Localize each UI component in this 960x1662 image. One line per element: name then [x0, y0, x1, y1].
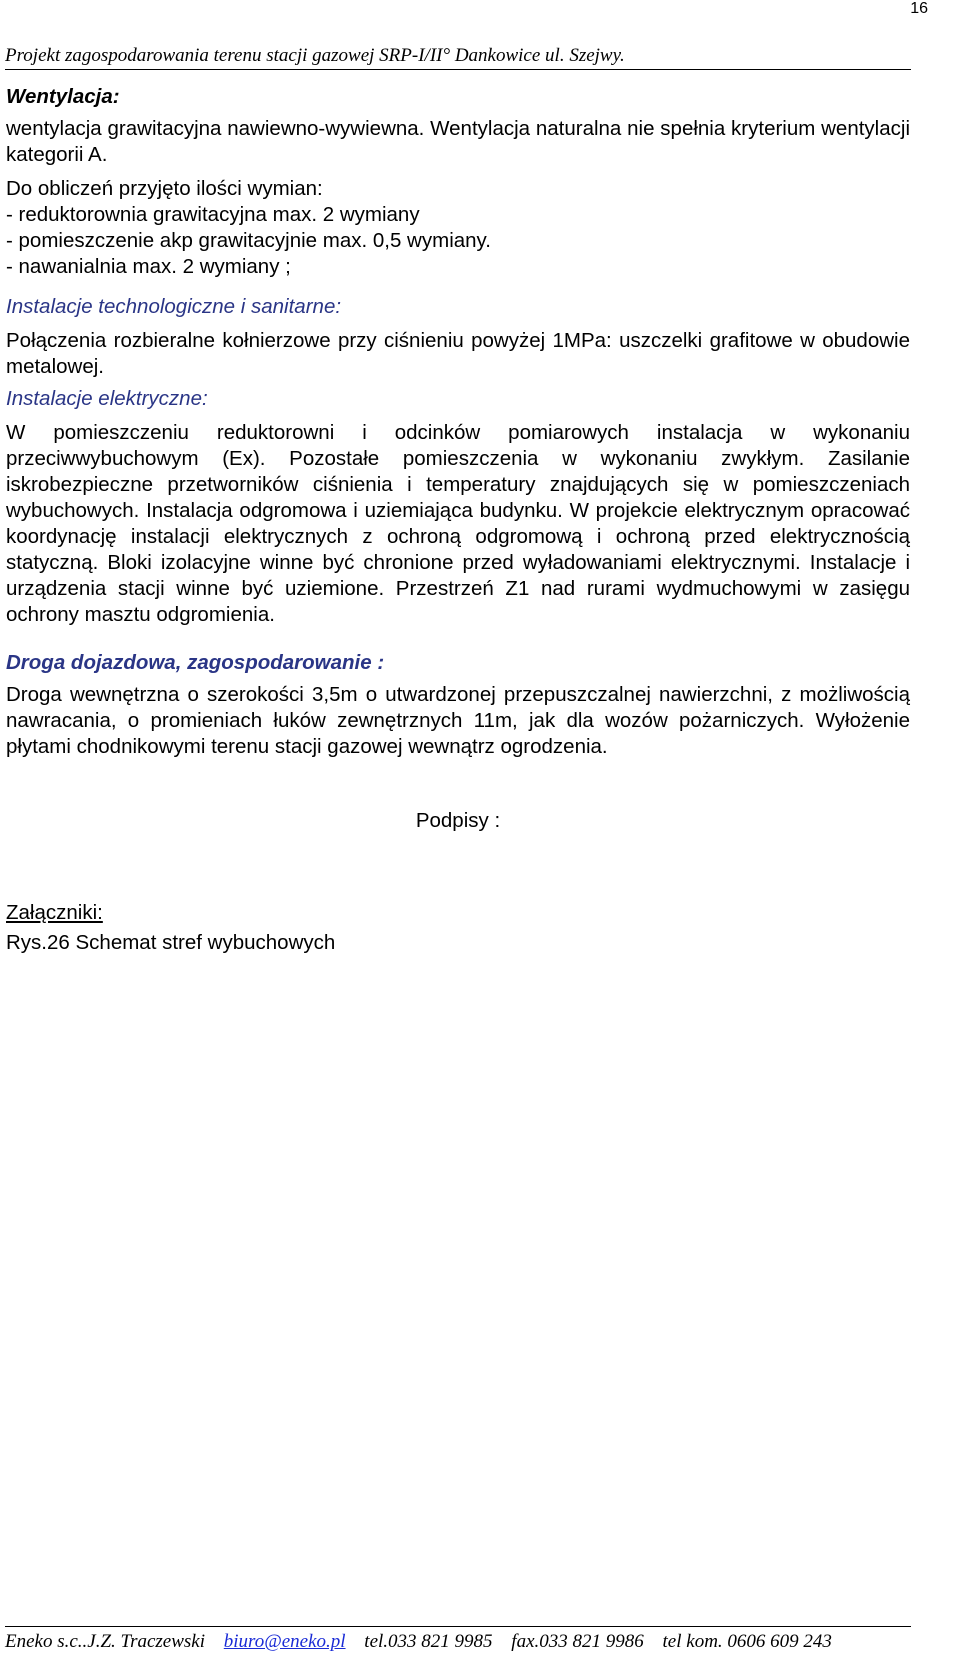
ventilation-paragraph: wentylacja grawitacyjna nawiewno-wywiewna. Wentylacja naturalna nie spełnia kryterium wentylacji kategorii A. — [6, 117, 910, 166]
tech-paragraph: Połączenia rozbieralne kołnierzowe przy ciśnieniu powyżej 1MPa: uszczelki grafitowe w obudowie metalowej. — [6, 329, 910, 378]
attachments-heading: Załączniki: — [6, 901, 103, 924]
ventilation-intro: Do obliczeń przyjęto ilości wymian: — [6, 177, 323, 200]
electrical-paragraph: W pomieszczeniu reduktorowni i odcinków pomiarowych instalacja w wykonaniu przeciwwybuchowym (Ex). Pozostałe pomieszczenia w wykonaniu zwykłym. Zasilanie iskrobezpieczne przetworników ciśnienia i temperatury znajdujących się w pomieszczeniach wybuchowych. Instalacja odgromowa i uziemiająca budynku. W projekcie elektrycznym opracować koordynację instalacji elektrycznych z ochroną odgromową i ochroną przed elektrycznością statyczną. Bloki izolacyjne winne być chronione przed wyładowaniami elektrycznymi. Instalacje i urządzenia stacji winne być uziemione. Przestrzeń Z1 nad rurami wydmuchowymi w zasięgu ochrony masztu odgromienia. — [6, 421, 910, 626]
document-body — [6, 84, 910, 956]
attachment-item: Rys.26 Schemat stref wybuchowych — [6, 931, 336, 954]
ventilation-item: - reduktorownia grawitacyjna max. 2 wymiany — [6, 203, 420, 226]
footer-company: Eneko s.c..J.Z. Traczewski — [5, 1631, 206, 1652]
footer-mobile: tel kom. 0606 609 243 — [662, 1631, 832, 1652]
road-heading: Droga dojazdowa, zagospodarowanie : — [6, 651, 385, 674]
footer-phone: tel.033 821 9985 — [364, 1631, 493, 1652]
page-number: 16 — [910, 0, 928, 17]
ventilation-heading: Wentylacja: — [6, 85, 120, 108]
ventilation-item: - nawanialnia max. 2 wymiany ; — [6, 255, 291, 278]
electrical-heading: Instalacje elektryczne: — [6, 387, 208, 410]
road-paragraph: Droga wewnętrzna o szerokości 3,5m o utwardzonej przepuszczalnej nawierzchni, z możliwością nawracania, o promieniach łuków zewnętrznych 11m, jak dla wozów pożarniczych. Wyłożenie płytami chodnikowymi terenu stacji gazowej wewnątrz ogrodzenia. — [6, 683, 910, 758]
page-footer — [5, 1626, 911, 1654]
footer-email-link[interactable]: biuro@eneko.pl — [223, 1631, 346, 1652]
footer-fax: fax.033 821 9986 — [511, 1631, 644, 1652]
page-header: Projekt zagospodarowania terenu stacji gazowej SRP-I/II° Dankowice ul. Szejwy. — [5, 44, 911, 70]
signatures-label: Podpisy : — [415, 809, 501, 832]
ventilation-item: - pomieszczenie akp grawitacyjnie max. 0,5 wymiany. — [6, 229, 491, 252]
tech-heading: Instalacje technologiczne i sanitarne: — [6, 295, 342, 318]
